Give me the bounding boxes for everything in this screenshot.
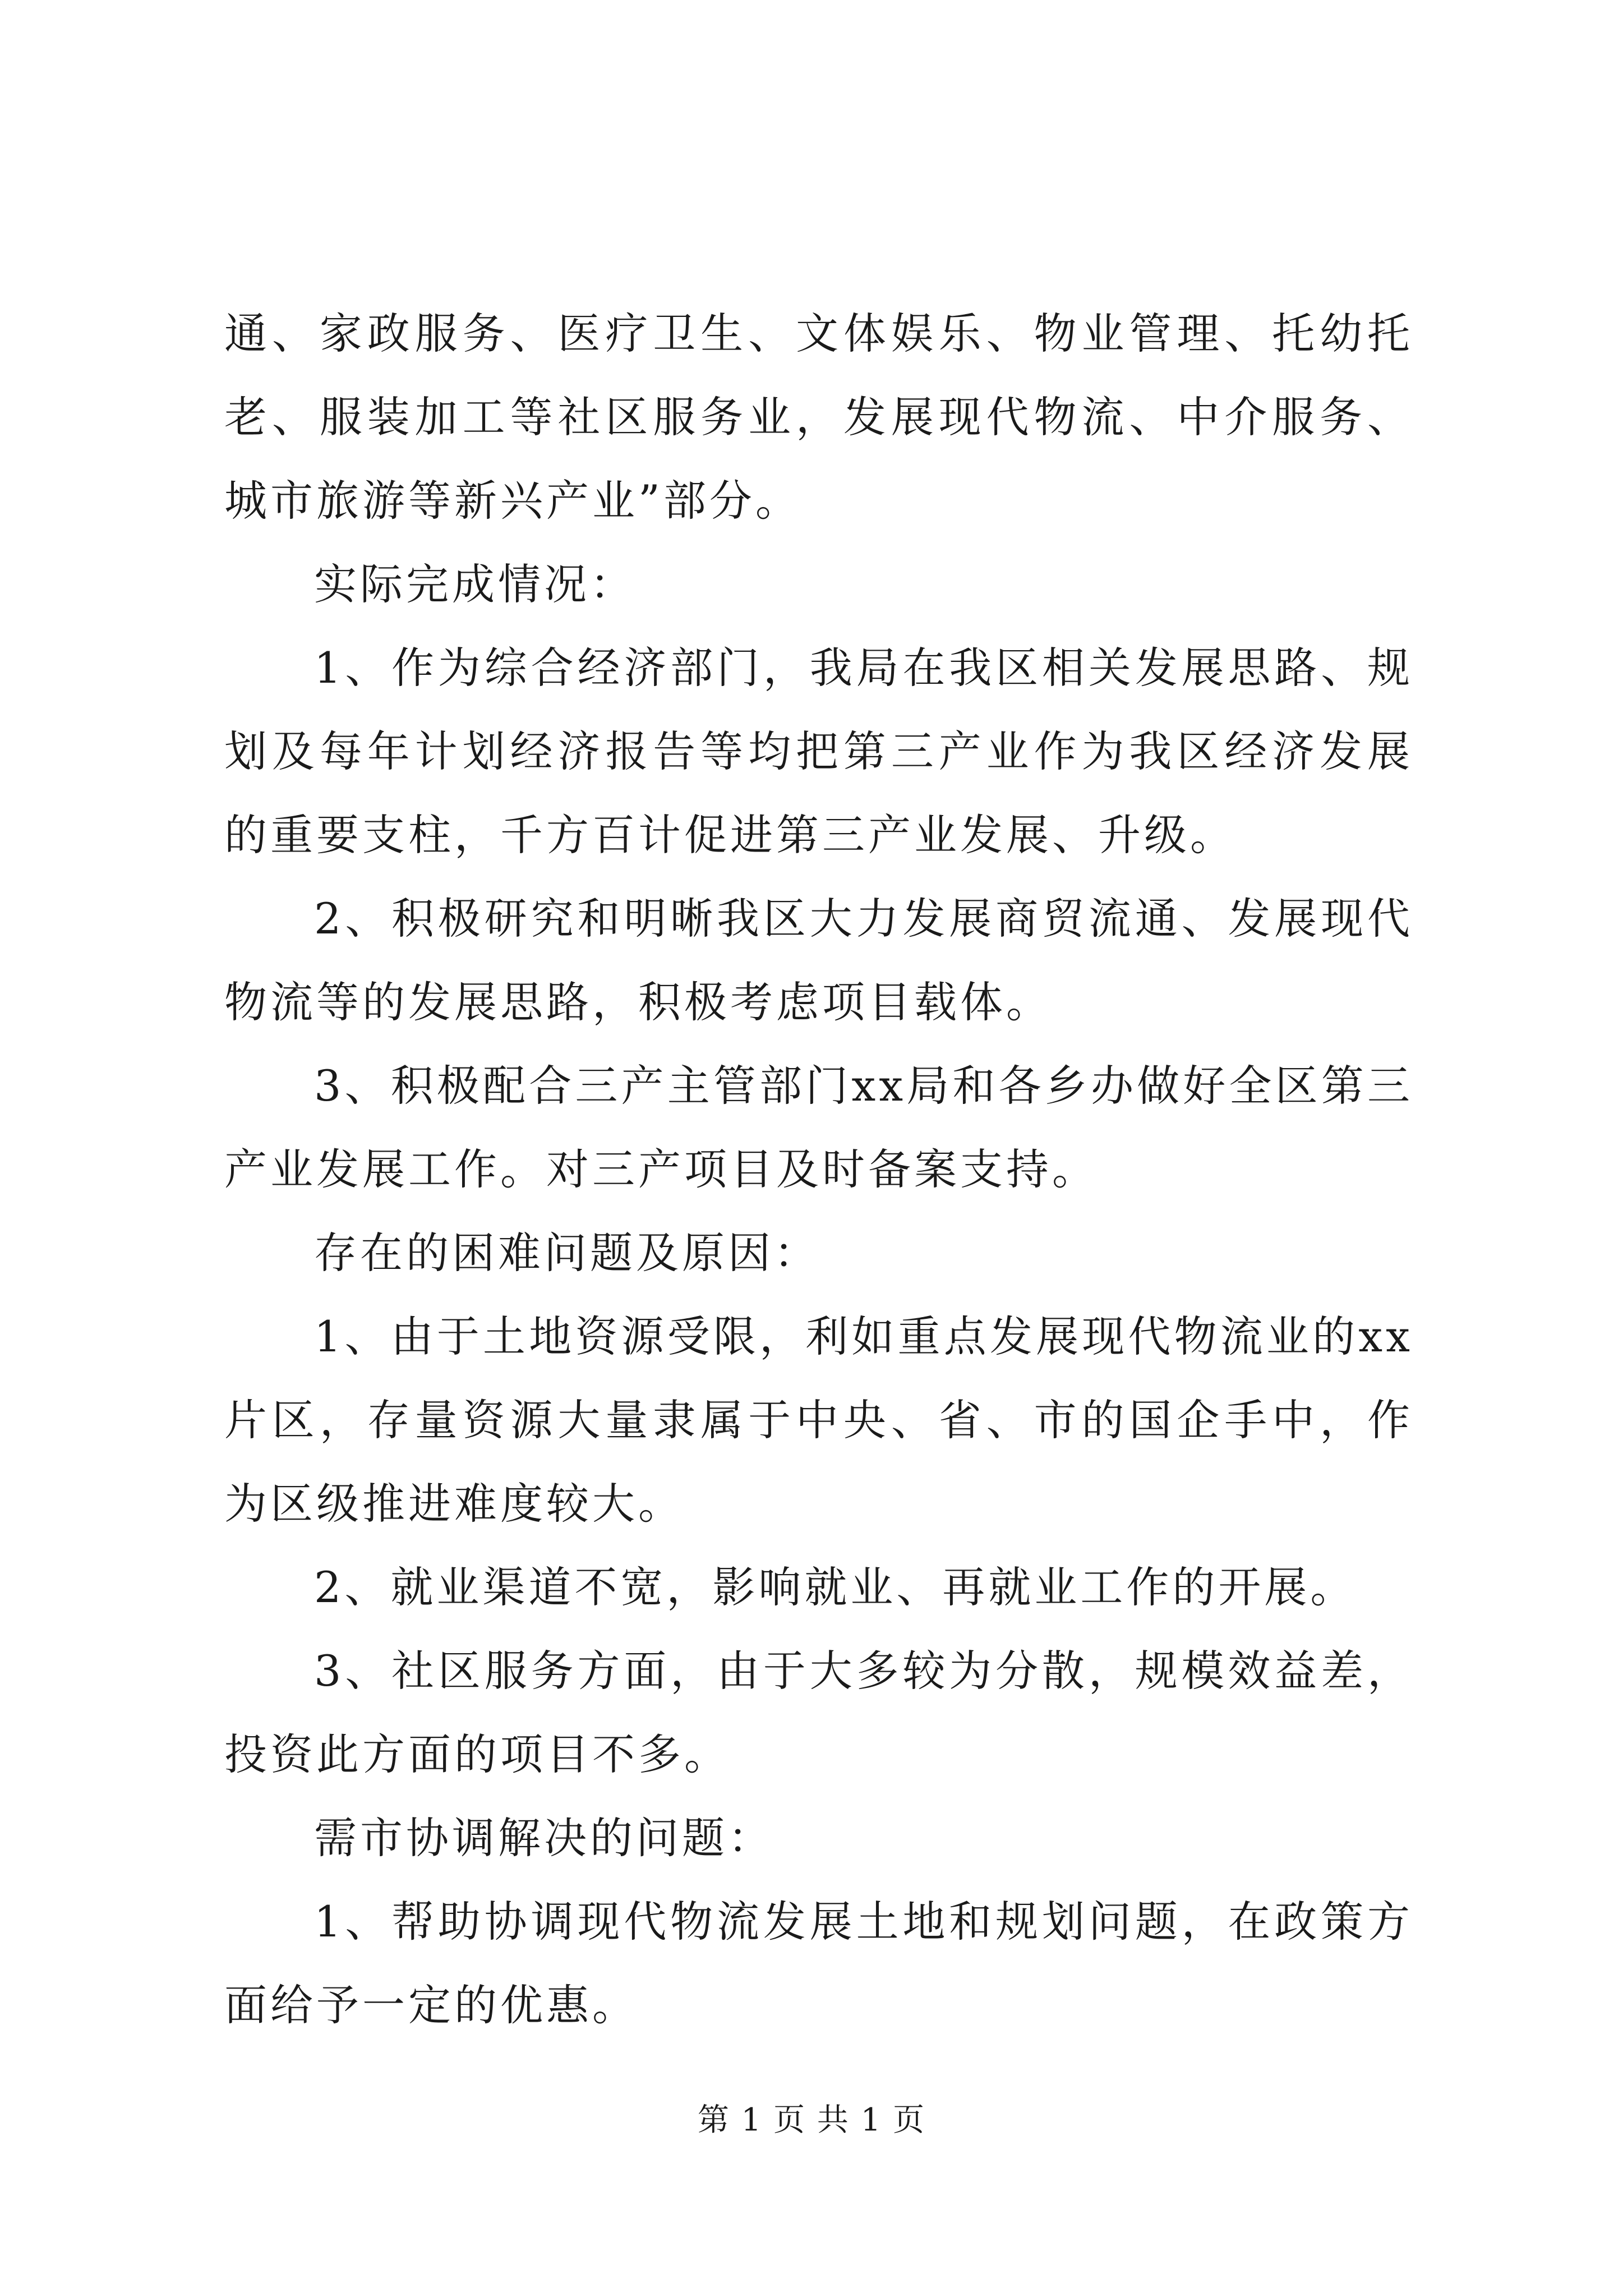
completion-item-3: 3、积极配合三产主管部门xx局和各乡办做好全区第三产业发展工作。对三产项目及时备案支持。 [224,1061,1413,1194]
paragraph-continuation: 通、家政服务、医疗卫生、文体娱乐、物业管理、托幼托老、服装加工等社区服务业，发展现代物流、中介服务、城市旅游等新兴产业”部分。 [224,309,1413,526]
heading-issues-for-city: 需市协调解决的问题： [314,1813,774,1863]
document-body [224,292,1413,2047]
page-footer: 第 1 页 共 1 页 [697,2102,926,2138]
difficulty-item-2: 2、就业渠道不宽，影响就业、再就业工作的开展。 [314,1562,1357,1612]
heading-actual-completion: 实际完成情况： [314,559,636,609]
issue-item-1: 1、帮助协调现代物流发展土地和规划问题，在政策方面给予一定的优惠。 [224,1897,1413,2030]
completion-item-2: 2、积极研究和明晰我区大力发展商贸流通、发展现代物流等的发展思路，积极考虑项目载体。 [224,894,1413,1027]
completion-item-1: 1、作为综合经济部门，我局在我区相关发展思路、规划及每年计划经济报告等均把第三产业作为我区经济发展的重要支柱，千方百计促进第三产业发展、升级。 [224,643,1413,860]
heading-difficulties: 存在的困难问题及原因： [314,1228,820,1278]
difficulty-item-3: 3、社区服务方面，由于大多较为分散，规模效益差，投资此方面的项目不多。 [224,1646,1413,1779]
difficulty-item-1: 1、由于土地资源受限，利如重点发展现代物流业的xx片区，存量资源大量隶属于中央、省、市的国企手中，作为区级推进难度较大。 [224,1312,1413,1529]
